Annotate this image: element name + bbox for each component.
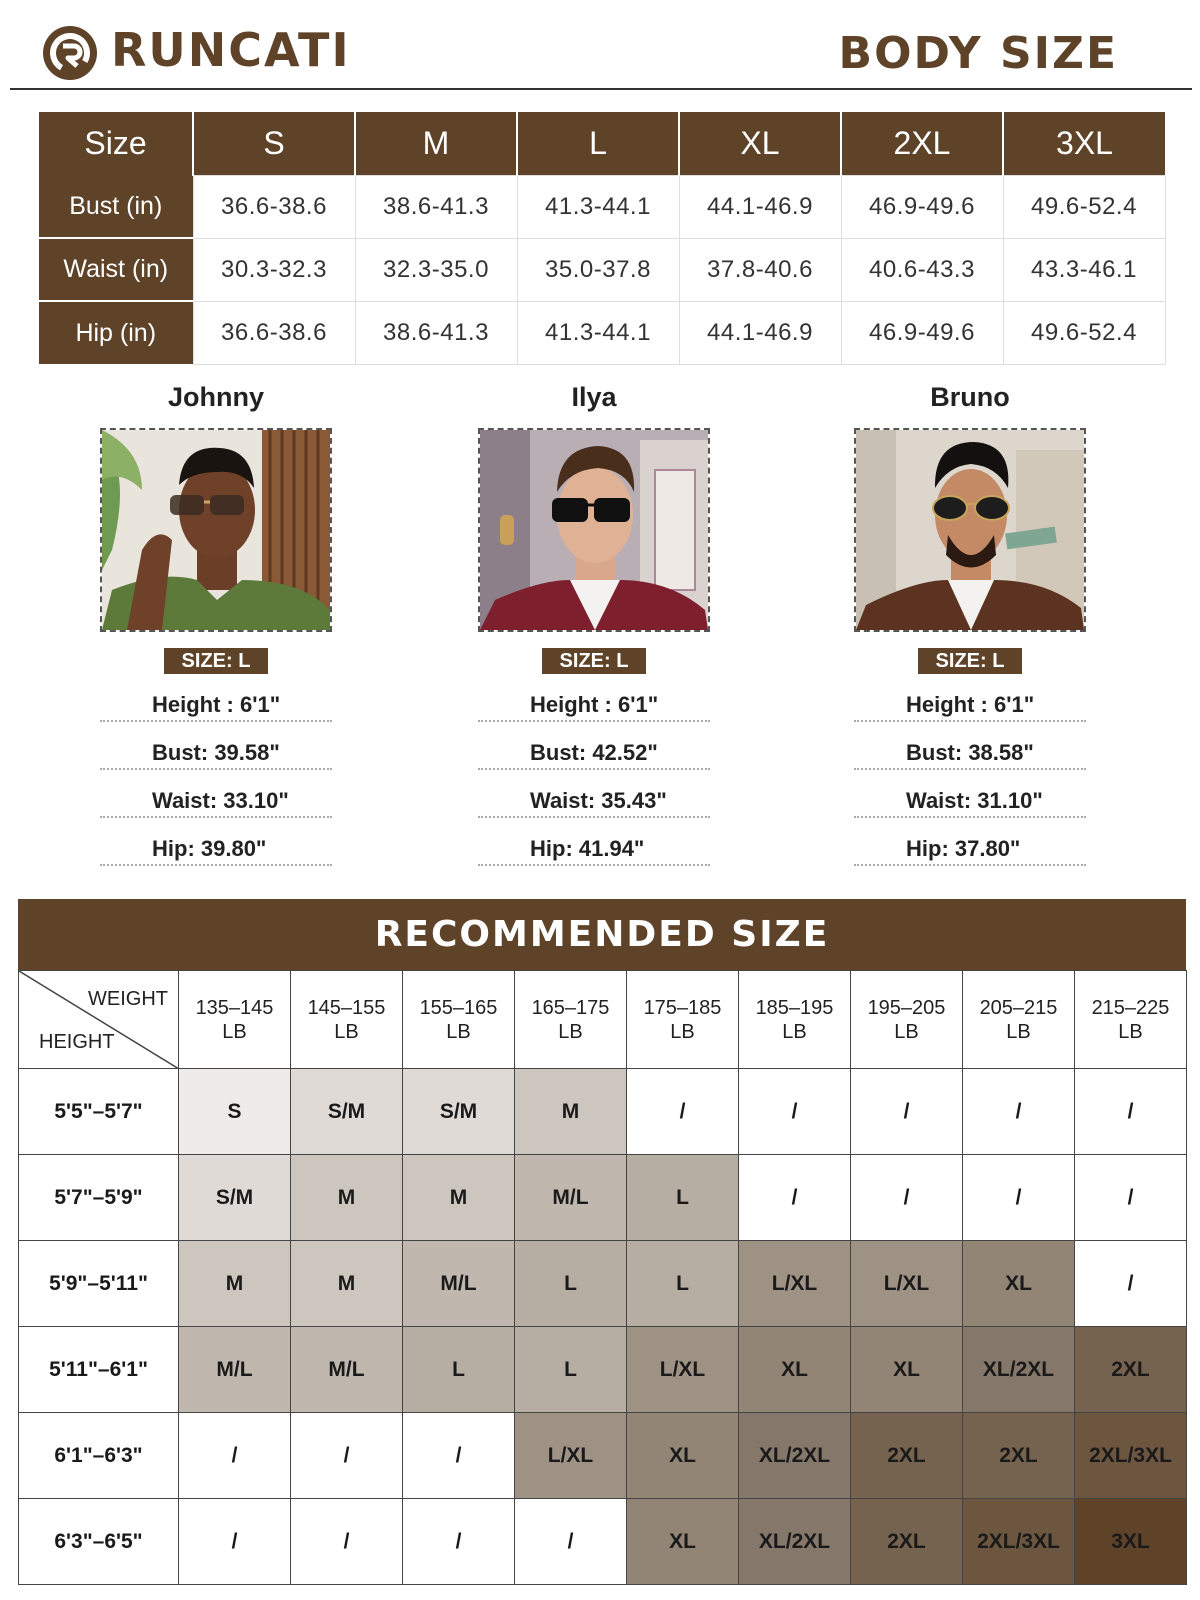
hip-cell: 41.3-44.1 (517, 301, 679, 364)
size-corner-label: Size (39, 112, 193, 175)
weight-unit: LB (782, 1020, 807, 1043)
height-range-label: 6'3"–6'5" (19, 1499, 179, 1585)
recommended-size-cell: M (403, 1155, 515, 1241)
recommended-size-cell: M/L (291, 1327, 403, 1413)
model-height (478, 674, 710, 722)
waist-text: Waist: 35.43" (530, 788, 667, 813)
weight-column-header (403, 971, 515, 1069)
weight-column-header (515, 971, 627, 1069)
bust-cell: 41.3-44.1 (517, 175, 679, 238)
recommended-size-cell: / (739, 1155, 851, 1241)
weight-header-row (19, 971, 1187, 1069)
bust-cell: 38.6-41.3 (355, 175, 517, 238)
size-header-2xl: 2XL (841, 112, 1003, 175)
model-photo (478, 428, 710, 632)
weight-unit: LB (1118, 1020, 1143, 1043)
brand-name: RUNCATI (111, 23, 351, 77)
weight-unit: LB (222, 1020, 247, 1043)
recommended-size-cell: XL (739, 1327, 851, 1413)
hip-label: Hip (in) (39, 301, 193, 364)
recommended-size-cell: 2XL (851, 1413, 963, 1499)
size-header-xl: XL (679, 112, 841, 175)
recommended-size-cell: M (179, 1241, 291, 1327)
model-size-badge: SIZE: L (164, 648, 268, 674)
recommended-size-cell: / (1075, 1241, 1187, 1327)
header (0, 0, 1200, 92)
weight-unit: LB (446, 1020, 471, 1043)
recommended-size-cell: / (1075, 1069, 1187, 1155)
weight-range: 215–225 (1091, 996, 1170, 1019)
model-bust (854, 722, 1086, 770)
weight-range: 155–165 (419, 996, 498, 1019)
weight-range: 205–215 (979, 996, 1058, 1019)
weight-unit: LB (894, 1020, 919, 1043)
height-row (19, 1413, 1187, 1499)
recommended-size-cell: 2XL (963, 1413, 1075, 1499)
height-text: Height : 6'1" (530, 692, 659, 717)
size-header-l: L (517, 112, 679, 175)
model-waist (478, 770, 710, 818)
brand-logo-icon (43, 26, 97, 80)
height-range-label: 5'7"–5'9" (19, 1155, 179, 1241)
recommended-size-cell: L (627, 1155, 739, 1241)
model-card-bruno (854, 382, 1086, 866)
model-bust (478, 722, 710, 770)
waist-label: Waist (in) (39, 238, 193, 301)
hip-cell: 46.9-49.6 (841, 301, 1003, 364)
bust-cell: 46.9-49.6 (841, 175, 1003, 238)
height-range-label: 5'9"–5'11" (19, 1241, 179, 1327)
recommended-size-cell: M/L (179, 1327, 291, 1413)
weight-range: 165–175 (531, 996, 610, 1019)
recommended-size-cell: L/XL (515, 1413, 627, 1499)
hip-text: Hip: 41.94" (530, 836, 645, 861)
weight-column-header (963, 971, 1075, 1069)
model-hip (854, 818, 1086, 866)
recommended-size-cell: L/XL (851, 1241, 963, 1327)
bust-text: Bust: 39.58" (152, 740, 280, 765)
bust-label: Bust (in) (39, 175, 193, 238)
height-row (19, 1241, 1187, 1327)
model-photo (854, 428, 1086, 632)
weight-axis-label: WEIGHT (88, 988, 168, 1010)
waist-cell: 30.3-32.3 (193, 238, 355, 301)
recommended-size-cell: / (179, 1499, 291, 1585)
recommended-size-title: RECOMMENDED SIZE (374, 914, 830, 955)
waist-cell: 32.3-35.0 (355, 238, 517, 301)
model-hip (100, 818, 332, 866)
recommended-size-cell: S/M (403, 1069, 515, 1155)
model-waist (100, 770, 332, 818)
model-height (854, 674, 1086, 722)
waist-row (39, 238, 1165, 301)
size-header-row (39, 112, 1165, 175)
hip-cell: 38.6-41.3 (355, 301, 517, 364)
recommended-size-cell: / (627, 1069, 739, 1155)
recommended-size-cell: 2XL/3XL (963, 1499, 1075, 1585)
waist-cell: 40.6-43.3 (841, 238, 1003, 301)
recommended-size-cell: M/L (515, 1155, 627, 1241)
hip-cell: 49.6-52.4 (1003, 301, 1165, 364)
recommended-size-cell: XL/2XL (963, 1327, 1075, 1413)
recommended-size-cell: M (291, 1241, 403, 1327)
recommended-size-banner (18, 899, 1186, 970)
header-divider (10, 88, 1192, 90)
height-text: Height : 6'1" (906, 692, 1035, 717)
recommended-size-cell: / (403, 1413, 515, 1499)
model-size-badge: SIZE: L (542, 648, 646, 674)
recommended-size-cell: XL/2XL (739, 1499, 851, 1585)
height-row (19, 1155, 1187, 1241)
bust-row (39, 175, 1165, 238)
recommended-size-cell: XL (627, 1499, 739, 1585)
height-row (19, 1069, 1187, 1155)
weight-unit: LB (1006, 1020, 1031, 1043)
waist-cell: 43.3-46.1 (1003, 238, 1165, 301)
size-header-m: M (355, 112, 517, 175)
weight-range: 175–185 (643, 996, 722, 1019)
height-range-label: 6'1"–6'3" (19, 1413, 179, 1499)
model-bust (100, 722, 332, 770)
model-hip (478, 818, 710, 866)
recommended-size-cell: XL (627, 1413, 739, 1499)
bust-text: Bust: 42.52" (530, 740, 658, 765)
weight-range: 135–145 (195, 996, 274, 1019)
bust-cell: 36.6-38.6 (193, 175, 355, 238)
recommended-size-cell: M (515, 1069, 627, 1155)
waist-cell: 37.8-40.6 (679, 238, 841, 301)
model-waist (854, 770, 1086, 818)
table-corner (19, 971, 179, 1069)
height-axis-label: HEIGHT (39, 1031, 115, 1053)
weight-range: 145–155 (307, 996, 386, 1019)
weight-column-header (1075, 971, 1187, 1069)
recommended-size-cell: 2XL/3XL (1075, 1413, 1187, 1499)
recommended-size-cell: / (515, 1499, 627, 1585)
waist-text: Waist: 31.10" (906, 788, 1043, 813)
model-name: Bruno (930, 382, 1010, 412)
weight-column-header (179, 971, 291, 1069)
recommended-size-cell: S (179, 1069, 291, 1155)
height-range-label: 5'11"–6'1" (19, 1327, 179, 1413)
height-row (19, 1327, 1187, 1413)
recommended-size-cell: / (963, 1069, 1075, 1155)
recommended-size-cell: / (291, 1413, 403, 1499)
recommended-size-cell: S/M (291, 1069, 403, 1155)
recommended-size-cell: S/M (179, 1155, 291, 1241)
hip-text: Hip: 39.80" (152, 836, 267, 861)
body-size-table (39, 112, 1166, 365)
recommended-size-cell: / (291, 1499, 403, 1585)
recommended-size-table (18, 970, 1187, 1585)
recommended-size-cell: / (851, 1069, 963, 1155)
recommended-size-cell: L (403, 1327, 515, 1413)
recommended-size-cell: / (403, 1499, 515, 1585)
hip-cell: 44.1-46.9 (679, 301, 841, 364)
height-range-label: 5'5"–5'7" (19, 1069, 179, 1155)
size-header-3xl: 3XL (1003, 112, 1165, 175)
recommended-size-cell: M/L (403, 1241, 515, 1327)
recommended-size-cell: 3XL (1075, 1499, 1187, 1585)
recommended-size-cell: XL (851, 1327, 963, 1413)
weight-unit: LB (558, 1020, 583, 1043)
weight-column-header (739, 971, 851, 1069)
recommended-size-cell: 2XL (1075, 1327, 1187, 1413)
size-header-s: S (193, 112, 355, 175)
recommended-size-cell: / (851, 1155, 963, 1241)
recommended-size-cell: / (1075, 1155, 1187, 1241)
hip-cell: 36.6-38.6 (193, 301, 355, 364)
model-height (100, 674, 332, 722)
model-name: Ilya (571, 382, 617, 412)
recommended-size-cell: M (291, 1155, 403, 1241)
weight-unit: LB (670, 1020, 695, 1043)
bust-cell: 44.1-46.9 (679, 175, 841, 238)
hip-row (39, 301, 1165, 364)
model-card-ilya (478, 382, 710, 866)
recommended-size-cell: / (179, 1413, 291, 1499)
recommended-size-cell: XL/2XL (739, 1413, 851, 1499)
recommended-size-cell: / (739, 1069, 851, 1155)
height-row (19, 1499, 1187, 1585)
weight-column-header (291, 971, 403, 1069)
weight-column-header (627, 971, 739, 1069)
model-card-johnny (100, 382, 332, 866)
recommended-size-cell: L/XL (739, 1241, 851, 1327)
waist-text: Waist: 33.10" (152, 788, 289, 813)
weight-unit: LB (334, 1020, 359, 1043)
diagonal-divider (19, 971, 179, 1069)
recommended-size-cell: L (515, 1241, 627, 1327)
page-title: BODY SIZE (838, 28, 1118, 79)
recommended-size-cell: XL (963, 1241, 1075, 1327)
waist-cell: 35.0-37.8 (517, 238, 679, 301)
weight-column-header (851, 971, 963, 1069)
recommended-size-cell: / (963, 1155, 1075, 1241)
bust-text: Bust: 38.58" (906, 740, 1034, 765)
weight-range: 195–205 (867, 996, 946, 1019)
bust-cell: 49.6-52.4 (1003, 175, 1165, 238)
recommended-size-cell: 2XL (851, 1499, 963, 1585)
recommended-size-cell: L (515, 1327, 627, 1413)
model-name: Johnny (167, 382, 264, 412)
model-size-badge: SIZE: L (918, 648, 1022, 674)
height-text: Height : 6'1" (152, 692, 281, 717)
recommended-size-cell: L (627, 1241, 739, 1327)
weight-range: 185–195 (755, 996, 834, 1019)
model-photo (100, 428, 332, 632)
hip-text: Hip: 37.80" (906, 836, 1021, 861)
recommended-size-cell: L/XL (627, 1327, 739, 1413)
